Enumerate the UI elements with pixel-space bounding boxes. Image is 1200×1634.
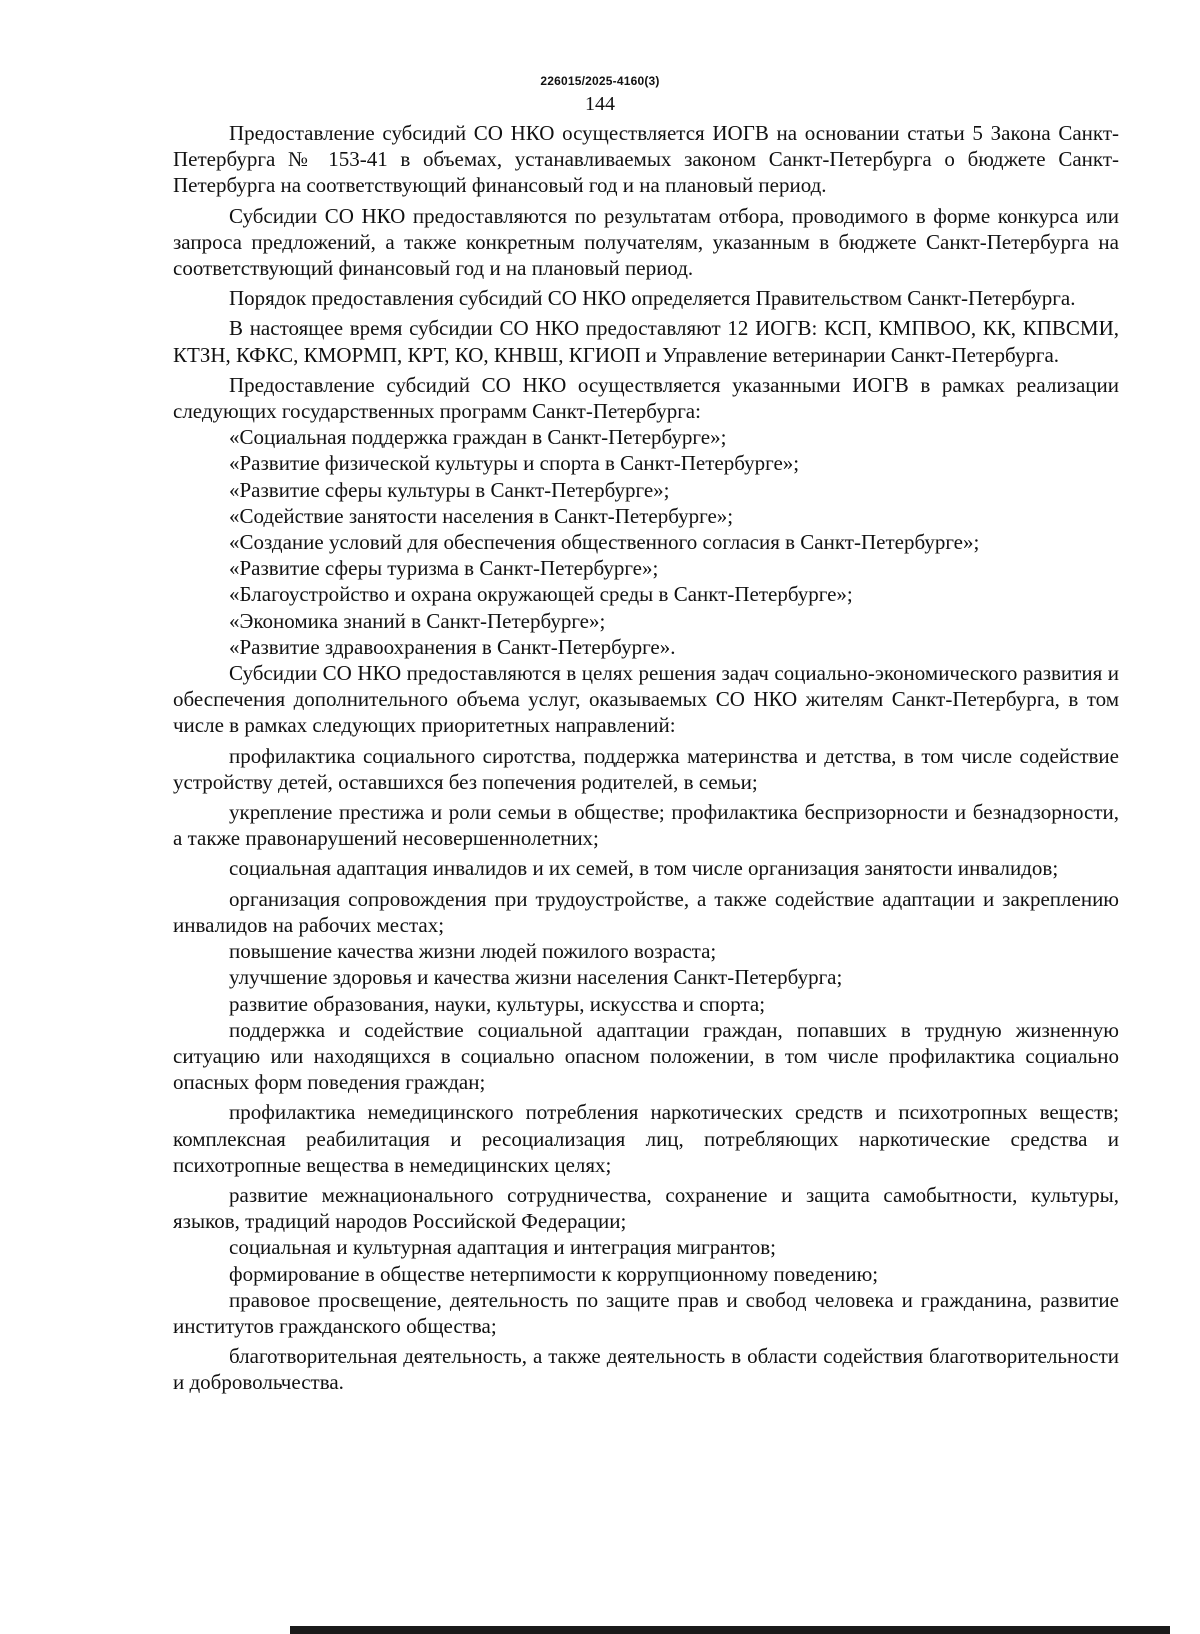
paragraph: В настоящее время субсидии СО НКО предоставляют 12 ИОГВ: КСП, КМПВОО, КК, КПВСМИ, КТЗН, КФКС, КМОРМП, КРТ, КО, КНВШ, КГИОП и Управление ветеринарии Санкт-Петербурга.	[173, 316, 1119, 367]
program-list-item: «Развитие сферы туризма в Санкт-Петербурге»;	[229, 556, 659, 581]
direction-list-item: формирование в обществе нетерпимости к коррупционному поведению;	[229, 1261, 879, 1286]
program-list-item: «Развитие физической культуры и спорта в Санкт-Петербурге»;	[229, 451, 800, 476]
paragraph: Предоставление субсидий СО НКО осуществляется указанными ИОГВ в рамках реализации следующих государственных программ Санкт-Петербурга:	[173, 372, 1119, 424]
scan-edge-bar	[290, 1626, 1170, 1634]
document-registration-number: 226015/2025-4160(3)	[540, 74, 660, 88]
paragraph: Субсидии СО НКО предоставляются в целях решения задач социально-экономического развития и обеспечения дополнительного объема услуг, оказываемых СО НКО жителям Санкт-Петербурга, в том числе в рамках следующих приоритетных направлений:	[173, 661, 1119, 738]
paragraph: Предоставление субсидий СО НКО осуществляется ИОГВ на основании статьи 5 Закона Санкт-Петербурга № 153-41 в объемах, устанавливаемых законом Санкт-Петербурга о бюджете Санкт-Петербурга на соответствующий финансовый год и на плановый период.	[173, 121, 1119, 198]
direction-list-item: профилактика социального сиротства, поддержка материнства и детства, в том числе содействие устройству детей, оставшихся без попечения родителей, в семьи;	[173, 743, 1119, 794]
direction-list-item: укрепление престижа и роли семьи в обществе; профилактика беспризорности и безнадзорности, а также правонарушений несовершеннолетних;	[173, 800, 1119, 851]
page-number: 144	[585, 93, 615, 115]
program-list-item: «Создание условий для обеспечения общественного согласия в Санкт-Петербурге»;	[229, 530, 980, 555]
program-list-item: «Благоустройство и охрана окружающей среды в Санкт-Петербурге»;	[229, 582, 853, 607]
program-list-item: «Содействие занятости населения в Санкт-Петербурге»;	[229, 503, 734, 528]
program-list-item: «Развитие сферы культуры в Санкт-Петербурге»;	[229, 477, 670, 502]
direction-list-item: социальная и культурная адаптация и интеграция мигрантов;	[229, 1235, 776, 1260]
direction-list-item: развитие межнационального сотрудничества, сохранение и защита самобытности, культуры, языков, традиций народов Российской Федерации;	[173, 1182, 1119, 1234]
direction-list-item: развитие образования, науки, культуры, искусства и спорта;	[229, 991, 766, 1016]
direction-list-item: социальная адаптация инвалидов и их семей, в том числе организация занятости инвалидов;	[229, 856, 1059, 881]
direction-list-item: профилактика немедицинского потребления наркотических средств и психотропных веществ; комплексная реабилитация и ресоциализация лиц, потребляющих наркотические средства и психотропные вещества в немедицинских целях;	[173, 1100, 1119, 1177]
paragraph: Порядок предоставления субсидий СО НКО определяется Правительством Санкт-Петербурга.	[229, 286, 1076, 311]
program-list-item: «Социальная поддержка граждан в Санкт-Петербурге»;	[229, 425, 727, 450]
document-body	[173, 120, 1119, 1396]
direction-list-item: организация сопровождения при трудоустройстве, а также содействие адаптации и закреплению инвалидов на рабочих местах;	[173, 886, 1119, 937]
direction-list-item: улучшение здоровья и качества жизни населения Санкт-Петербурга;	[229, 965, 843, 990]
direction-list-item: поддержка и содействие социальной адаптации граждан, попавших в трудную жизненную ситуацию или находящихся в социально опасном положении, в том числе профилактика социально опасных форм поведения граждан;	[173, 1017, 1119, 1095]
direction-list-item: правовое просвещение, деятельность по защите прав и свобод человека и гражданина, развитие институтов гражданского общества;	[173, 1287, 1119, 1338]
program-list-item: «Экономика знаний в Санкт-Петербурге»;	[229, 608, 606, 633]
program-list-item: «Развитие здравоохранения в Санкт-Петербурге».	[229, 634, 676, 659]
paragraph: Субсидии СО НКО предоставляются по результатам отбора, проводимого в форме конкурса или запроса предложений, а также конкретным получателям, указанным в бюджете Санкт-Петербурга на соответствующий финансовый год и на плановый период.	[173, 203, 1119, 281]
direction-list-item: благотворительная деятельность, а также деятельность в области содействия благотворительности и добровольчества.	[173, 1344, 1119, 1395]
direction-list-item: повышение качества жизни людей пожилого возраста;	[229, 939, 717, 964]
